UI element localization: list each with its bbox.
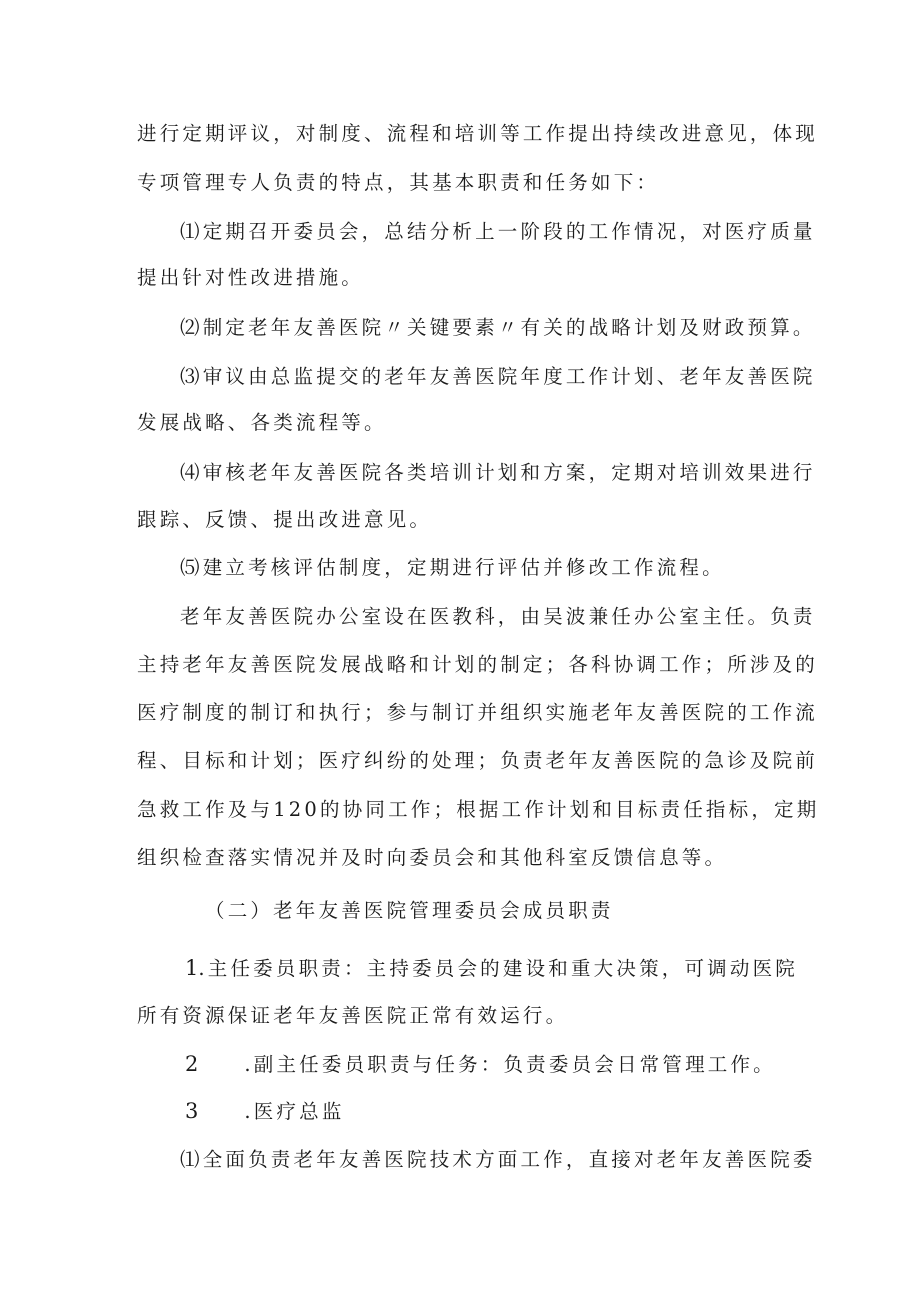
- member-duty-1-text: .主任委员职责：主持委员会的建设和重大决策，可调动医院: [198, 957, 798, 980]
- duty-item-4-line-2: 跟踪、反馈、提出改进意见。: [137, 508, 433, 531]
- section-heading: （二）老年友善医院管理委员会成员职责: [205, 899, 614, 922]
- member-duty-1-line-1: [185, 955, 798, 982]
- member-duty-2-text: .副主任委员职责与任务：负责委员会日常管理工作。: [244, 1053, 776, 1076]
- office-paragraph-line-2: 主持老年友善医院发展战略和计划的制定；各科协调工作；所涉及的: [137, 653, 819, 676]
- member-duty-2-number: 2: [185, 1052, 199, 1076]
- paragraph-intro-line-1: 进行定期评议，对制度、流程和培训等工作提出持续改进意见，体现: [137, 122, 819, 145]
- member-duty-2-line: [185, 1051, 776, 1078]
- office-paragraph-line-3: 医疗制度的制订和执行；参与制订并组织实施老年友善医院的工作流: [137, 701, 819, 724]
- paragraph-intro-line-2: 专项管理专人负责的特点，其基本职责和任务如下：: [137, 171, 660, 194]
- member-duty-1-number: 1: [185, 956, 199, 980]
- office-paragraph-line-6: 组织检查落实情况并及时向委员会和其他科室反馈信息等。: [137, 846, 728, 869]
- office-paragraph-line-5: 急救工作及与120的协同工作；根据工作计划和目标责任指标，定期: [137, 798, 820, 821]
- duty-item-3-line-1: ⑶审议由总监提交的老年友善医院年度工作计划、老年友善医院: [180, 365, 816, 388]
- duty-item-5-line-1: ⑸建立考核评估制度，定期进行评估并修改工作流程。: [180, 556, 725, 579]
- member-duty-3-text: .医疗总监: [244, 1100, 345, 1123]
- member-duty-3-number: 3: [185, 1099, 199, 1123]
- duty-item-1-line-1: ⑴定期召开委员会，总结分析上一阶段的工作情况，对医疗质量: [180, 220, 816, 243]
- office-paragraph-line-4: 程、目标和计划；医疗纠纷的处理；负责老年友善医院的急诊及院前: [137, 749, 819, 772]
- duty-item-3-line-2: 发展战略、各类流程等。: [137, 411, 387, 434]
- member-duty-3-line: [185, 1098, 345, 1125]
- medical-director-duty-1-line-1: ⑴全面负责老年友善医院技术方面工作，直接对老年友善医院委: [180, 1148, 816, 1171]
- duty-item-4-line-1: ⑷审核老年友善医院各类培训计划和方案，定期对培训效果进行: [180, 461, 816, 484]
- duty-item-1-line-2: 提出针对性改进措施。: [137, 266, 365, 289]
- office-paragraph-line-1: 老年友善医院办公室设在医教科，由吴波兼任办公室主任。负责: [180, 605, 816, 628]
- duty-item-2-line-1: ⑵制定老年友善医院〃关键要素〃有关的战略计划及财政预算。: [180, 316, 816, 339]
- member-duty-1-line-2: 所有资源保证老年友善医院正常有效运行。: [137, 1004, 569, 1027]
